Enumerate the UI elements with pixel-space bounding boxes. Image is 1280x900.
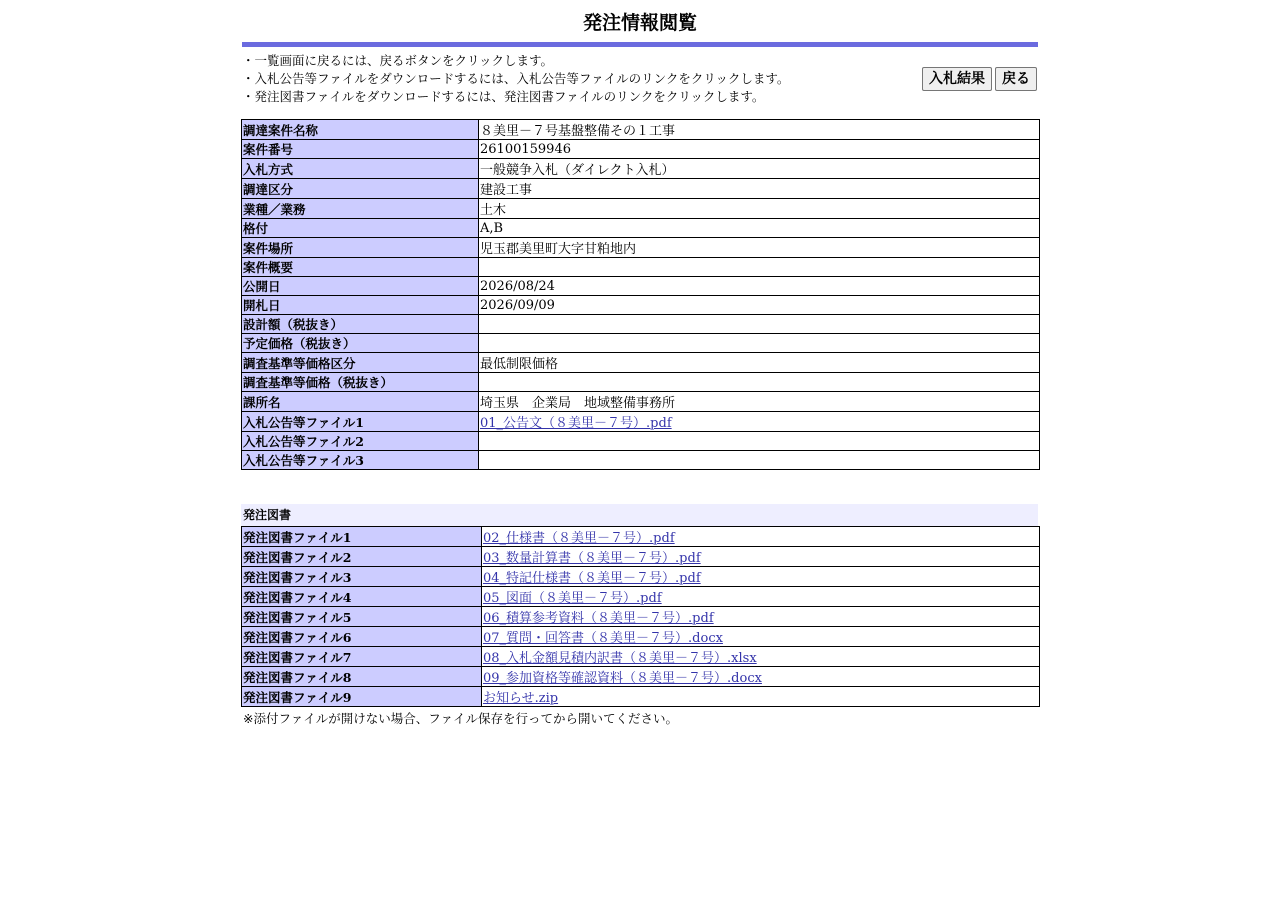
field-label: 発注図書ファイル2 (242, 547, 482, 567)
detail-row (242, 392, 1040, 412)
detail-row (242, 296, 1040, 315)
field-label: 発注図書ファイル8 (242, 667, 482, 687)
file-download-link[interactable]: 08_入札金額見積内訳書（８美里－７号）.xlsx (483, 651, 757, 666)
field-value-cell (479, 179, 1040, 199)
drawing-file-row (242, 667, 1040, 687)
field-value-cell (482, 647, 1040, 667)
field-value-cell (479, 277, 1040, 296)
drawing-file-row (242, 527, 1040, 547)
field-label: 案件概要 (242, 258, 479, 277)
field-label: 発注図書ファイル4 (242, 587, 482, 607)
file-download-link[interactable]: 06_積算参考資料（８美里－７号）.pdf (483, 611, 714, 626)
file-download-link[interactable]: お知らせ.zip (483, 691, 559, 706)
drawing-file-row (242, 567, 1040, 587)
file-download-link[interactable]: 09_参加資格等確認資料（８美里－７号）.docx (483, 671, 762, 686)
field-value: 2026/08/24 (480, 278, 555, 294)
field-value-cell (479, 238, 1040, 258)
detail-row (242, 432, 1040, 451)
field-label: 発注図書ファイル7 (242, 647, 482, 667)
field-value-cell (479, 159, 1040, 179)
file-download-link[interactable]: 02_仕様書（８美里－７号）.pdf (483, 531, 675, 546)
page-title: 発注情報閲覧 (582, 12, 697, 34)
detail-row (242, 179, 1040, 199)
field-label: 入札方式 (242, 159, 479, 179)
field-value-cell (479, 392, 1040, 412)
field-label: 業種／業務 (242, 199, 479, 219)
instruction-item: ・一覧画面に戻るには、戻るボタンをクリックします。 (242, 53, 554, 68)
field-value: 2026/09/09 (480, 297, 555, 313)
detail-row (242, 353, 1040, 373)
instruction-list (242, 52, 789, 106)
field-value-cell (479, 315, 1040, 334)
field-value: 一般競争入札（ダイレクト入札） (480, 163, 675, 178)
field-label: 課所名 (242, 392, 479, 412)
procurement-details-table (241, 119, 1040, 470)
field-label: 発注図書ファイル9 (242, 687, 482, 707)
field-label: 調査基準等価格区分 (242, 353, 479, 373)
field-label: 入札公告等ファイル2 (242, 432, 479, 451)
field-label: 調査基準等価格（税抜き） (242, 373, 479, 392)
field-value-cell (482, 547, 1040, 567)
instruction-item: ・発注図書ファイルをダウンロードするには、発注図書ファイルのリンクをクリックします。 (242, 89, 765, 104)
file-download-link[interactable]: 04_特記仕様書（８美里－７号）.pdf (483, 571, 701, 586)
drawing-file-row (242, 607, 1040, 627)
bid-result-button[interactable]: 入札結果 (922, 67, 992, 91)
field-label: 開札日 (242, 296, 479, 315)
action-buttons (922, 67, 1037, 91)
footnote: ※添付ファイルが開けない場合、ファイル保存を行ってから開いてください。 (243, 711, 678, 726)
field-value-cell (479, 219, 1040, 238)
drawing-file-row (242, 687, 1040, 707)
drawing-file-row (242, 647, 1040, 667)
detail-row (242, 238, 1040, 258)
field-label: 発注図書ファイル3 (242, 567, 482, 587)
field-value-cell (482, 567, 1040, 587)
detail-row (242, 373, 1040, 392)
detail-row (242, 120, 1040, 140)
field-label: 案件場所 (242, 238, 479, 258)
field-value-cell (482, 587, 1040, 607)
field-value-cell (482, 527, 1040, 547)
field-value-cell (479, 432, 1040, 451)
file-download-link[interactable]: 01_公告文（８美里－７号）.pdf (480, 416, 672, 431)
detail-row (242, 159, 1040, 179)
field-value: 児玉郡美里町大字甘粕地内 (480, 242, 637, 257)
field-value-cell (479, 451, 1040, 470)
field-label: 格付 (242, 219, 479, 238)
file-download-link[interactable]: 07_質問・回答書（８美里－７号）.docx (483, 631, 723, 646)
drawing-file-row (242, 547, 1040, 567)
field-value-cell (482, 687, 1040, 707)
instructions-area (241, 47, 1039, 119)
detail-row (242, 334, 1040, 353)
field-value: 最低制限価格 (480, 357, 559, 372)
field-value: 建設工事 (480, 183, 533, 198)
drawing-file-row (242, 627, 1040, 647)
field-value-cell (482, 667, 1040, 687)
back-button[interactable]: 戻る (995, 67, 1037, 91)
drawings-files-table (241, 526, 1040, 707)
field-label: 案件番号 (242, 140, 479, 159)
field-label: 発注図書ファイル1 (242, 527, 482, 547)
field-value-cell (479, 296, 1040, 315)
field-value-cell (482, 627, 1040, 647)
field-value: 埼玉県 企業局 地域整備事務所 (480, 396, 676, 411)
field-value-cell (479, 373, 1040, 392)
field-value: 土木 (480, 203, 507, 218)
detail-row (242, 277, 1040, 296)
field-label: 調達案件名称 (242, 120, 479, 140)
file-download-link[interactable]: 05_図面（８美里－７号）.pdf (483, 591, 662, 606)
drawing-file-row (242, 587, 1040, 607)
field-label: 入札公告等ファイル3 (242, 451, 479, 470)
field-value: ８美里－７号基盤整備その１工事 (480, 124, 676, 139)
detail-row (242, 451, 1040, 470)
field-value-cell (479, 120, 1040, 140)
field-value: A,B (480, 220, 504, 236)
page-container (241, 0, 1039, 727)
field-value-cell (479, 353, 1040, 373)
field-value-cell (482, 607, 1040, 627)
field-label: 発注図書ファイル6 (242, 627, 482, 647)
instruction-item: ・入札公告等ファイルをダウンロードするには、入札公告等ファイルのリンクをクリックします。 (242, 71, 790, 86)
detail-row (242, 412, 1040, 432)
detail-row (242, 199, 1040, 219)
detail-row (242, 140, 1040, 159)
field-value: 26100159946 (480, 141, 571, 157)
drawings-section-title: 発注図書 (241, 504, 1038, 526)
field-value-cell (479, 140, 1040, 159)
field-value-cell (479, 258, 1040, 277)
field-label: 発注図書ファイル5 (242, 607, 482, 627)
field-label: 予定価格（税抜き） (242, 334, 479, 353)
detail-row (242, 219, 1040, 238)
field-label: 調達区分 (242, 179, 479, 199)
field-label: 設計額（税抜き） (242, 315, 479, 334)
field-value-cell (479, 412, 1040, 432)
field-value-cell (479, 199, 1040, 219)
field-value-cell (479, 334, 1040, 353)
detail-row (242, 315, 1040, 334)
detail-row (242, 258, 1040, 277)
file-download-link[interactable]: 03_数量計算書（８美里－７号）.pdf (483, 551, 701, 566)
field-label: 公開日 (242, 277, 479, 296)
field-label: 入札公告等ファイル1 (242, 412, 479, 432)
